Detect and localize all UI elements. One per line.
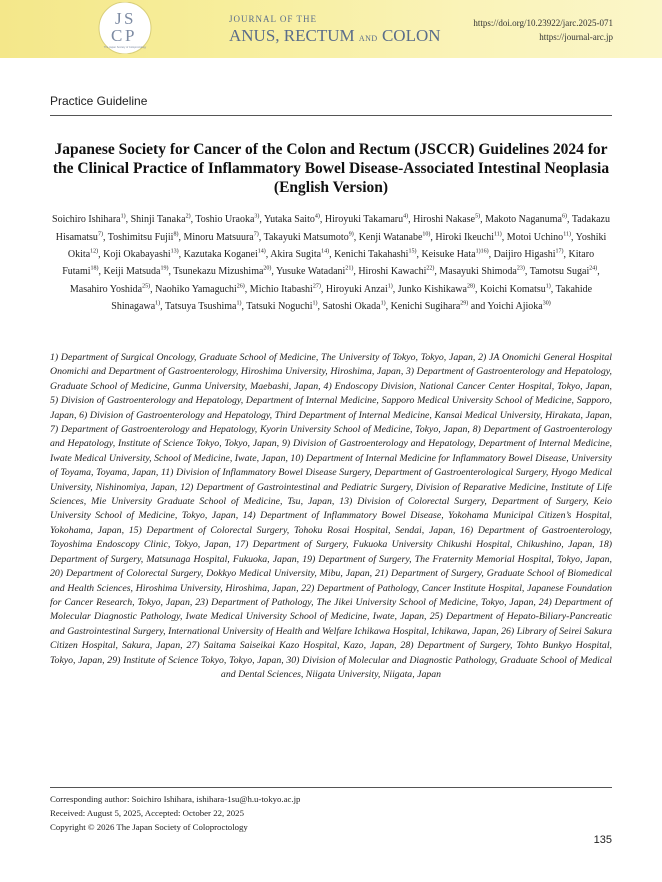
affiliation-marker: 27) [312, 283, 321, 290]
affiliation-marker: 7) [253, 231, 259, 238]
journal-header-band [0, 0, 662, 58]
journal-name [229, 26, 441, 46]
affiliation-marker: 4) [403, 214, 409, 220]
copyright: Copyright © 2026 The Japan Society of Coloproctology [50, 822, 248, 833]
affiliation-marker: 21) [345, 265, 354, 272]
footer-notes [50, 792, 300, 835]
affiliation-marker: 25) [142, 283, 151, 290]
article-title: Japanese Society for Cancer of the Colon and Rectum (JSCCR) Guidelines 2024 for the Clinical Practice of Inflammatory Bowel Disease-Associated Intestinal Neoplasia (English Version) [52, 141, 610, 196]
affiliation-marker: 12) [90, 248, 99, 255]
affiliation-marker: 9) [348, 231, 354, 238]
svg-text:J: J [115, 9, 122, 28]
affiliation-marker: 10) [422, 231, 431, 238]
affiliation-marker: 7) [97, 231, 103, 238]
page-number: 135 [593, 834, 612, 846]
affiliation-marker: 11) [563, 231, 571, 238]
affiliation-marker: 8) [173, 231, 179, 238]
affiliation-marker: 1) [545, 283, 551, 290]
affiliation-marker: 1)16) [475, 248, 489, 255]
affiliation-marker: 5) [475, 214, 481, 220]
journal-prefix: JOURNAL OF THE [229, 14, 318, 24]
journal-url-link[interactable]: https://journal-arc.jp [539, 32, 613, 42]
affiliation-marker: 28) [466, 283, 475, 290]
affiliation-marker: 11) [494, 231, 502, 238]
affiliation-marker: 19) [160, 265, 169, 272]
svg-text:The Japan Society of Coloproct: The Japan Society of Coloproctology [103, 46, 147, 49]
affiliation-marker: 1) [155, 300, 161, 307]
affiliation-marker: 1) [236, 300, 242, 307]
affiliation-marker: 1) [380, 300, 386, 307]
affiliation-marker: 14) [321, 248, 330, 255]
affiliation-marker: 26) [236, 283, 245, 290]
affiliation-marker: 29) [460, 300, 469, 307]
affiliation-marker: 24) [589, 265, 598, 272]
affiliation-marker: 2) [185, 214, 191, 220]
journal-name-and: AND [358, 34, 378, 43]
footer-divider [50, 787, 612, 788]
affiliation-marker: 22) [426, 265, 435, 272]
journal-name-part1: ANUS, RECTUM [229, 26, 355, 45]
affiliation-marker: 14) [257, 248, 266, 255]
affiliation-marker: 1) [312, 300, 318, 307]
corresponding-author: Corresponding author: Soichiro Ishihara, ishihara-1su@h.u-tokyo.ac.jp [50, 794, 301, 804]
doi-link[interactable]: https://doi.org/10.23922/jarc.2025-071 [473, 18, 613, 28]
affiliation-marker: 30) [542, 300, 551, 307]
affiliation-marker: 3) [254, 214, 260, 220]
affiliation-marker: 4) [314, 214, 320, 220]
svg-text:P: P [125, 26, 135, 45]
affiliation-marker: 18) [90, 265, 99, 272]
svg-text:C: C [111, 26, 123, 45]
svg-text:S: S [124, 9, 134, 28]
affiliation-marker: 6) [562, 214, 567, 220]
journal-name-part2: COLON [381, 26, 441, 45]
affiliations: 1) Department of Surgical Oncology, Graduate School of Medicine, The University of Tokyo, Tokyo, Japan, 2) JA Onomichi General Hospital Onomichi and Department of Gastroenterology, Hiroshima University, Hiroshima, Japan, 3) Department of Gastroenterology and Hepatology, Graduate School of Medicine, Gunma University, Maebashi, Japan, 4) Endoscopy Division, National Cancer Center Hospital, Tokyo, Japan, 5) Division of Gastroenterology and Hepatology, Department of Internal Medicine, Sapporo Medical University School of Medicine, Sapporo, Japan, 6) Division of Gastroenterology and Hepatology, Third Department of Internal Medicine, Kansai Medical University, Hirakata, Japan, 7) Department of Gastroenterology and Hepatology, Kyorin University School of Medicine, Tokyo, Japan, 8) Department of Gastroenterology and Hepatology, Institute of Science Tokyo, Tokyo, Japan, 9) Division of Gastroenterology and Hepatology, Department of Internal Medicine, Iwate Medical University, School of Medicine, Iwate, Japan, 10) Department of Internal Medicine for Inflammatory Bowel Disease, University of Toyama, Toyama, Japan, 11) Division of Inflammatory Bowel Disease Surgery, Department of Gastroenterological Surgery, Hyogo Medical University, Nishinomiya, Japan, 12) Department of Gastrointestinal and Pediatric Surgery, Division of Reparative Medicine, Institute of Life Sciences, Mie University Graduate School of Medicine, Tsu, Japan, 13) Division of Colorectal Surgery, Department of Surgery, Keio University School of Medicine, Tokyo, Japan, 14) Department of Inflammatory Bowel Disease, Yokohama Municipal Citizen’s Hospital, Yokohama, Japan, 15) Department of Colorectal Surgery, Tohoku Rosai Hospital, Sendai, Japan, 16) Department of Gastroenterology, Toyoshima Endoscopy Clinic, Tokyo, Japan, 17) Department of Surgery, Fukuoka University Chikushi Hospital, Chikushino, Japan, 18) Department of Surgery, Matsunaga Hospital, Fukuoka, Japan, 19) Department of Surgery, The Fraternity Memorial Hospital, Tokyo, Japan, 20) Department of Colorectal Surgery, Dokkyo Medical University, Mibu, Japan, 21) Department of Surgery, Graduate School of Biomedical and Health Sciences, Hiroshima University, Hiroshima, Japan, 22) Department of Pathology, Cancer Institute Hospital, Japanese Foundation for Cancer Research, Tokyo, Japan, 23) Department of Pathology, The Jikei University School of Medicine, Tokyo, Japan, 24) Department of Molecular Diagnostic Pathology, Iwate Medical University School of Medicine, Iwate, Japan, 25) Department of Hepato-Biliary-Pancreatic and Gastrointestinal Surgery, International University of Health and Welfare Ichikawa Hospital, Ichikawa, Japan, 26) Library of Seirei Sakura Citizen Hospital, Sakura, Japan, 27) Saitama Saiseikai Kazo Hospital, Kazo, Japan, 28) Department of Surgery, Tohto Bunkyo Hospital, Tokyo, Japan, 29) Institute of Science Tokyo, Tokyo, Japan, 30) Division of Molecular and Diagnostic Pathology, Graduate School of Medical and Dental Sciences, Niigata University, Niigata, Japan [50, 352, 612, 680]
doi-block [473, 16, 613, 44]
affiliation-marker: 1) [387, 283, 393, 290]
affiliation-marker: 20) [263, 265, 272, 272]
received-accepted: Received: August 5, 2025, Accepted: October 22, 2025 [50, 808, 244, 819]
affiliation-marker: 23) [516, 265, 525, 272]
jscp-logo [92, 2, 158, 54]
affiliation-marker: 13) [170, 248, 179, 255]
article-section-label: Practice Guideline [50, 94, 148, 108]
affiliation-marker: 15) [408, 248, 417, 255]
affiliation-marker: 1) [120, 214, 126, 220]
affiliation-marker: 17) [555, 248, 564, 255]
author-names: Soichiro Ishihara$^{1)}$, Shinji Tanaka$^{2)}$, Toshio Uraoka$^{3)}$, Yutaka Saito$^{4)}$, Hiroyuki Takamaru$^{4)}$, Hiroshi Nakase$^{5)}$, Makoto Naganuma$^{6)}$, Tadakazu Hisamatsu$^{7)}$, Toshimitsu Fujii$^{8)}$, Minoru Matsuura$^{7)}$, Takayuki Matsumoto$^{9)}$, Kenji Watanabe$^{10)}$, Hiroki Ikeuchi$^{11)}$, Motoi Uchino$^{11)}$, Yoshiki Okita$^{12)}$, Koji Okabayashi$^{13)}$, Kazutaka Koganei$^{14)}$, Akira Sugita$^{14)}$, Kenichi Takahashi$^{15)}$, Keisuke Hata$^{1)16)}$, Daijiro Higashi$^{17)}$, Kitaro Futami$^{18)}$, Keiji Matsuda$^{19)}$, Tsunekazu Mizushima$^{20)}$, Yusuke Watadani$^{21)}$, Hiroshi Kawachi$^{22)}$, Masayuki Shimoda$^{23)}$, Tamotsu Sugai$^{24)}$, Masahiro Yoshida$^{25)}$, Naohiko Yamaguchi$^{26)}$, Michio Itabashi$^{27)}$, Hiroyuki Anzai$^{1)}$, Junko Kishikawa$^{28)}$, Koichi Komatsu$^{1)}$, Takahide Shinagawa$^{1)}$, Tatsuya Tsushima$^{1)}$, Tatsuki Noguchi$^{1)}$, Satoshi Okada$^{1)}$, Kenichi Sugihara$^{29)}$ and Yoichi Ajioka$^{30)}$ [52, 214, 610, 312]
section-divider [50, 115, 612, 116]
author-list [50, 210, 612, 314]
